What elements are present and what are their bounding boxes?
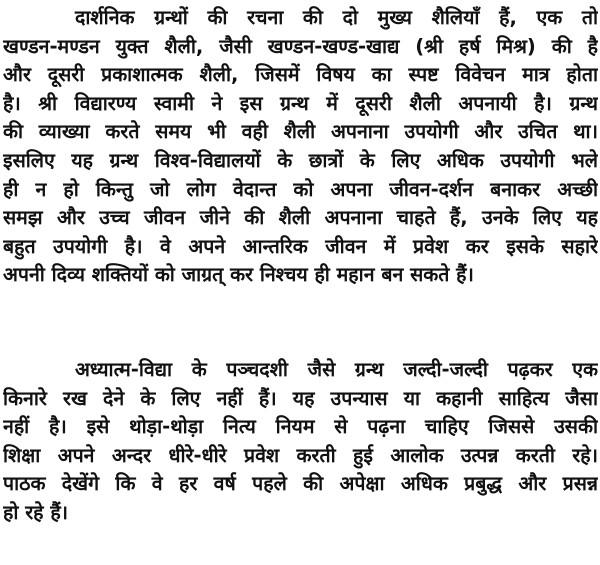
text-line: की व्याख्या करते समय भी वही शैली अपनाना उपयोगी और उचित था। [3,120,598,144]
text-line: नहीं है। इसे थोड़ा-थोड़ा नित्य नियम से पढ़ना चाहिए जिससे उसकी [3,415,598,439]
paragraph-2 [3,356,598,528]
paragraph-1 [3,4,598,290]
text-line: किनारे रख देने के लिए नहीं हैं। यह उपन्यास या कहानी साहित्य जैसा [3,386,598,410]
text-line: खण्डन-मण्डन युक्त शैली, जैसी खण्डन-खण्ड-खाद्य (श्री हर्ष मिश्र) की है [3,34,598,58]
text-line: शिक्षा अपने अन्दर धीरे-धीरे प्रवेश करती हुई आलोक उत्पन्न करती रहे। [3,443,598,467]
text-line: अध्यात्म-विद्या के पञ्चदशी जैसे ग्रन्थ जल्दी-जल्दी पढ़कर एक [75,358,598,381]
text-line: ही न हो किन्तु जो लोग वेदान्त को अपना जीवन-दर्शन बनाकर अच्छी [3,177,598,201]
text-line: बहुत उपयोगी है। वे अपने आन्तरिक जीवन में प्रवेश कर इसके सहारे [3,234,598,258]
text-line: पाठक देखेंगे कि वे हर वर्ष पहले की अपेक्षा अधिक प्रबुद्ध और प्रसन्न [3,472,598,496]
text-line: है। श्री विद्यारण्य स्वामी ने इस ग्रन्थ में दूसरी शैली अपनायी है। ग्रन्थ [3,91,598,115]
text-line: दार्शनिक ग्रन्थों की रचना की दो मुख्य शैलियाँ हैं, एक तो [75,6,598,29]
text-line: हो रहे हैं। [3,500,69,524]
text-line: इसलिए यह ग्रन्थ विश्व-विद्यालयों के छात्रों के लिए अधिक उपयोगी भले [3,148,598,172]
text-line: और दूसरी प्रकाशात्मक शैली, जिसमें विषय का स्पष्ट विवेचन मात्र होता [3,63,598,87]
text-line: अपनी दिव्य शक्तियों को जाग्रत् कर निश्चय ही महान बन सकते हैं। [3,263,474,287]
text-line: समझ और उच्च जीवन जीने की शैली अपनाना चाहते हैं, उनके लिए यह [3,206,598,230]
